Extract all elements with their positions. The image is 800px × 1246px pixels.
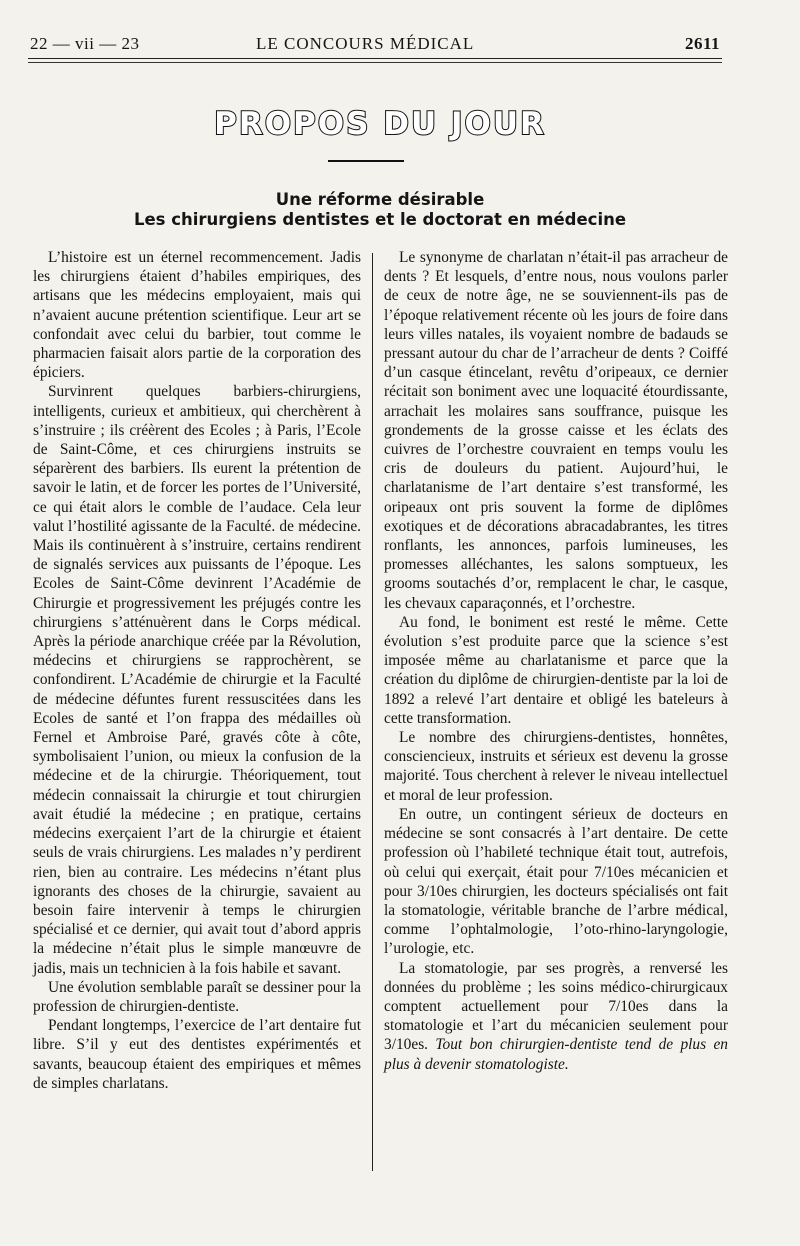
article-title: Les chirurgiens dentistes et le doctorat en médecine [133, 210, 627, 229]
header-rule-thin [28, 62, 722, 63]
issue-date: 22 — vii — 23 [30, 34, 140, 53]
page-number: 2611 [684, 34, 720, 53]
running-header [30, 34, 720, 56]
paragraph: Le nombre des chirurgiens-dentistes, honnêtes, consciencieux, instruits et sérieux est devenu la grosse majorité. Tous cherchent à relever le niveau intellectuel et moral de leur profession. [384, 729, 728, 804]
paragraph: Au fond, le boniment est resté le même. Cette évolution s’est produite parce que la science s’est imposée même au charlatanisme et parce que la création du diplôme de chirurgien-dentiste par la loi de 1892 a relevé l’art dentaire et obligé les bateleurs à cette transformation. [384, 613, 728, 727]
left-column [33, 248, 361, 1093]
article-subtitle: Une réforme désirable [275, 190, 485, 209]
paragraph: Survinrent quelques barbiers-chirurgiens, intelligents, curieux et ambitieux, qui cherchèrent à s’instruire ; ils créèrent des Ecoles ; à Paris, l’Ecole de Saint-Côme, et ces chirurgiens instruits se séparèrent des barbiers. Ils eurent la prétention de savoir le latin, et de forcer les portes de l’Université, ce qui était alors le comble de l’audace. Cela leur valut l’hostilité agissante de la Faculté. de médecine. Mais ils continuèrent à s’instruire, certains rendirent de signalés services aux puissants de l’époque. Les Ecoles de Saint-Côme devinrent l’Académie de Chirurgie et progressivement les préjugés contre les chirurgiens s’atténuèrent dans le Corps médical. Après la période anarchique créée par la Révolution, médecins et chirurgiens se rapprochèrent, se confondirent. L’Académie de chirurgie et la Faculté de médecine défuntes furent ressuscitées dans les Ecoles de santé et l’on frappa des médailles où Fernel et Ambroise Paré, gravés côte à côte, symbolisaient l’union, ou mieux la confusion de la médecine et de la chirurgie. Théoriquement, tout médecin connaissait la chirurgie et tout chirurgien avait étudié la médecine ; en pratique, certains médecins exerçaient l’art de la chirurgie et étaient seuls de vrais chirurgiens. Les malades n’y perdirent rien, bien au contraire. Les médecins n’étant plus ignorants des choses de la chirurgie, savaient au besoin faire intervenir à temps le chirurgien spécialisé et ce dernier, qui avait tout d’abord appris la médecine n’était plus le simple manœuvre de jadis, mais un technicien à la fois habile et savant. [33, 383, 361, 977]
paragraph: Le synonyme de charlatan n’était-il pas arracheur de dents ? Et lesquels, d’entre nous, nous voulons parler de ceux de notre âge, ne se souviennent-ils pas de l’époque relativement récente où les jours de foire dans leurs villes natales, ils voyaient nombre de badauds se pressant autour du char de l’arracheur de dents ? Coiffé d’un casque étincelant, revêtu d’oripeaux, ce dernier récitait son boniment avec une loquacité étourdissante, arrachait les molaires sans souffrance, puisque les grondements de la grosse caisse et les éclats des cuivres de l’orchestre couvraient en temps voulu les cris de douleurs du patient. Aujourd’hui, le charlatanisme de l’art dentaire s’est transformé, les oripeaux ont pris souvent la forme de diplômes exotiques et de décorations abracadabrantes, les titres ronflants, les annonces, parfois lumineuses, les promesses alléchantes, les salons somptueux, les grooms soutachés d’or, remplacent le char, le casque, les chevaux caparaçonnés, et l’orchestre. [384, 249, 728, 612]
paragraph: L’histoire est un éternel recommencement. Jadis les chirurgiens étaient d’habiles empiriques, des artisans que les médecins employaient, mais qui n’avaient aucune prétention scientifique. Leur art se confondait avec celui du barbier, tout comme le pharmacien faisait alors partie de la corporation des épiciers. [33, 249, 361, 382]
section-title: PROPOS DU JOUR [214, 106, 546, 142]
paragraph: En outre, un contingent sérieux de docteurs en médecine se sont consacrés à l’art dentaire. De cette profession où l’habileté technique était tout, autrefois, où celui qui exerçait, était pour 7/10es mécanicien et pour 3/10es chirurgien, les docteurs spécialisés ont fait la stomatologie, véritable branche de l’arbre médical, comme l’ophtalmologie, l’oto-rhino-laryngologie, l’urologie, etc. [384, 805, 728, 958]
paragraph-text: La stomatologie, par ses progrès, a renversé les données du problème ; les soins médico-chirurgicaux comptent actuellement pour 7/10es dans la stomatologie et l’art du mécanicien seulement pour 3/10es. [384, 959, 728, 1054]
header-rule [28, 58, 722, 59]
column-rule [372, 253, 373, 1171]
title-rule [328, 160, 404, 162]
italic-conclusion: Tout bon chirurgien-dentiste tend de plus en plus à devenir stomatologiste. [384, 1036, 728, 1073]
paragraph: Pendant longtemps, l’exercice de l’art dentaire fut libre. S’il y eut des dentistes expérimentés et savants, beaucoup étaient des empiriques et mêmes de simples charlatans. [33, 1017, 361, 1092]
journal-title: LE CONCOURS MÉDICAL [256, 34, 475, 53]
paragraph: Une évolution semblable paraît se dessiner pour la profession de chirurgien-dentiste. [33, 978, 361, 1015]
paragraph-final [384, 959, 728, 1074]
right-column [384, 248, 728, 1074]
